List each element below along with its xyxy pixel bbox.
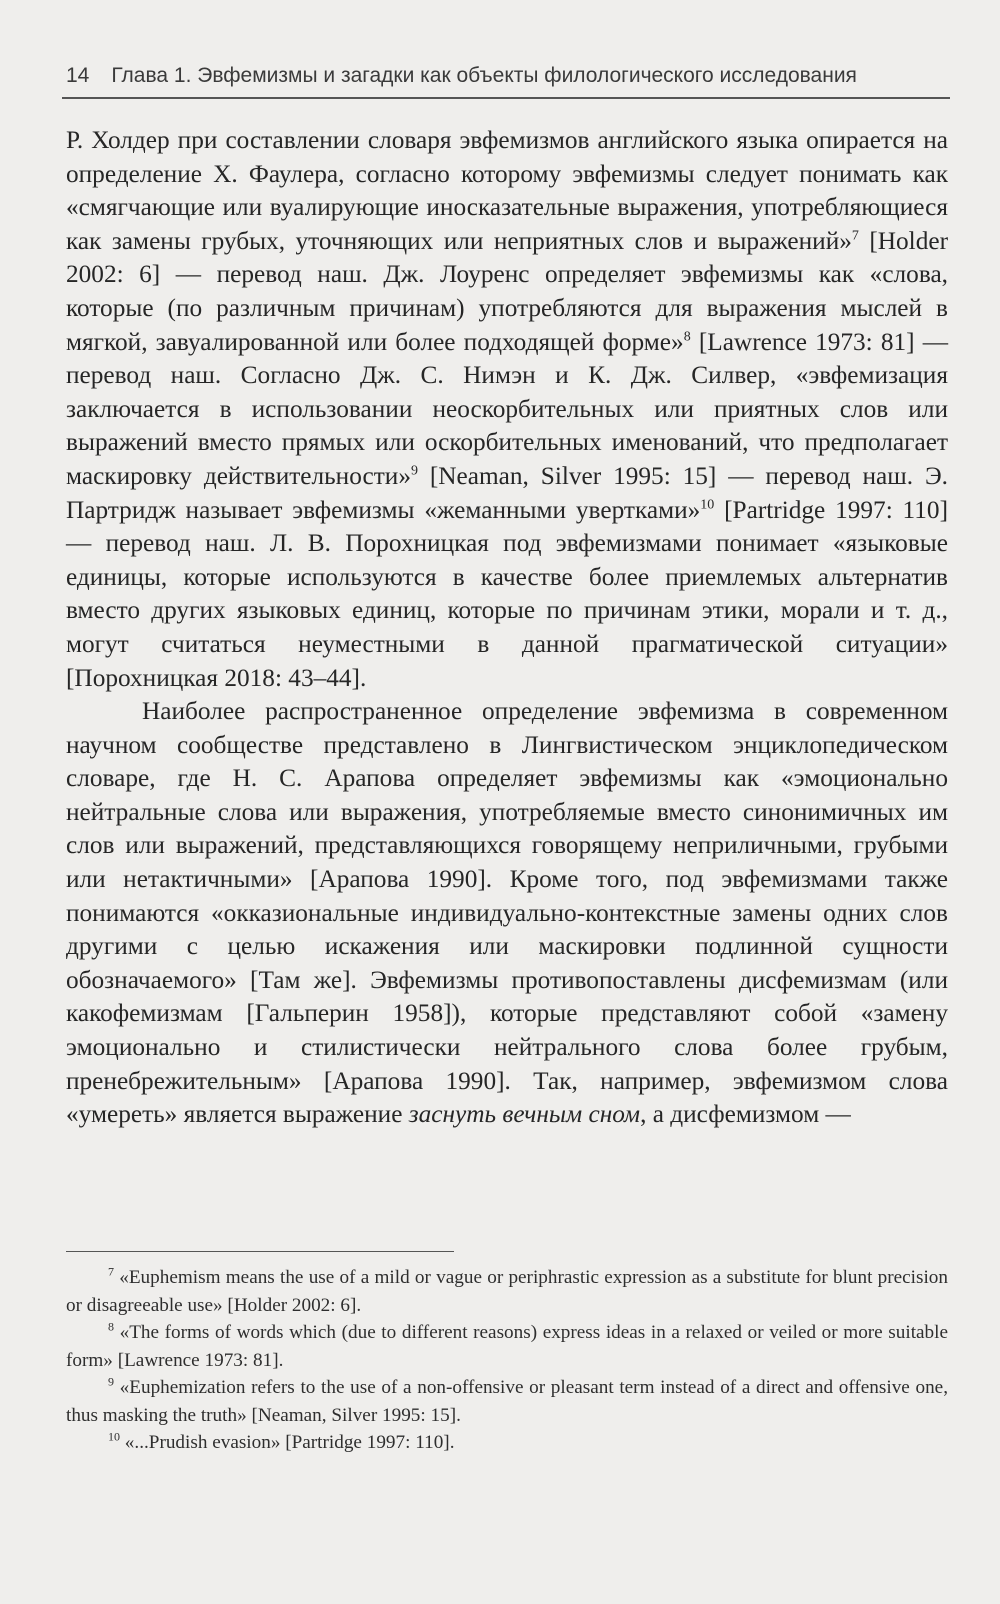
- header-rule: [62, 97, 950, 99]
- p1-text-5: [Partridge 1997: 110] — перевод наш. Л. В. Порохницкая под эвфемизмами понимает «языковые единицы, которые используются в качестве более приемлемых альтернатив вместо других языковых единиц, которые по причинам этики, морали и т. д., могут считаться неуместными в данной прагматической ситуации» [Порохницкая 2018: 43–44].: [66, 495, 948, 692]
- page-number: 14: [66, 64, 90, 87]
- footnote-text: «Euphemization refers to the use of a non-offensive or pleasant term instead of a direct and offensive one, thus masking the truth» [Neaman, Silver 1995: 15].: [66, 1377, 948, 1426]
- running-header: [66, 64, 946, 88]
- footnote-mark: 10: [108, 1429, 120, 1444]
- footnote-mark: 9: [108, 1374, 114, 1389]
- footnote-rule: [66, 1251, 454, 1252]
- main-text: [66, 124, 948, 1132]
- paragraph-1: [66, 124, 948, 695]
- footnote-mark: 7: [108, 1264, 114, 1279]
- footnote-ref-7[interactable]: 7: [851, 228, 859, 244]
- footnote-text: «...Prudish evasion» [Partridge 1997: 110].: [120, 1432, 455, 1453]
- footnote-8: [66, 1319, 948, 1374]
- footnote-mark: 8: [108, 1319, 114, 1334]
- footnote-7: [66, 1264, 948, 1319]
- p2-text-2: , а дисфемизмом —: [640, 1100, 851, 1129]
- footnote-ref-8[interactable]: 8: [683, 329, 691, 345]
- footnote-text: «The forms of words which (due to different reasons) express ideas in a relaxed or veiled or more suitable form» [Lawrence 1973: 81].: [66, 1322, 948, 1371]
- p1-text-1: Р. Холдер при составлении словаря эвфемизмов английского языка опирается на определение Х. Фаулера, согласно которому эвфемизмы следует понимать как «смягчающие или вуалирующие иносказательные выражения, употребляющиеся как замены грубых, уточняющих или неприятных слов и выражений»: [66, 126, 948, 255]
- running-title: Глава 1. Эвфемизмы и загадки как объекты филологического исследования: [111, 64, 857, 87]
- paragraph-2: [66, 695, 948, 1132]
- footnote-text: «Euphemism means the use of a mild or vague or periphrastic expression as a substitute for blunt precision or disagreeable use» [Holder 2002: 6].: [66, 1267, 948, 1316]
- p2-text-1: Наиболее распространенное определение эвфемизма в современном научном сообществе представлено в Лингвистическом энциклопедическом словаре, где Н. С. Арапова определяет эвфемизмы как «эмоционально нейтральные слова или выражения, употребляемые вместо синонимичных им слов или выражений, представляющихся говорящему неприличными, грубыми или нетактичными» [Арапова 1990]. Кроме того, под эвфемизмами также понимаются «окказиональные индивидуально-контекстные замены одних слов другими с целью искажения или маскировки подлинной сущности обозначаемого» [Там же]. Эвфемизмы противопоставлены дисфемизмам (или какофемизмам [Гальперин 1958]), которые представляют собой «замену эмоционально и стилистически нейтрального слова более грубым, пренебрежительным» [Арапова 1990]. Так, например, эвфемизмом слова «умереть» является выражение: [66, 697, 948, 1129]
- p1-text-3: [Lawrence 1973: 81] — перевод наш. Согласно Дж. С. Нимэн и К. Дж. Силвер, «эвфемизация заключается в использовании неоскорбительных или приятных слов или выражений вместо прямых или оскорбительных именований, что предполагает маскировку действительности»: [66, 327, 948, 490]
- p2-emphasis: заснуть вечным сном: [408, 1100, 641, 1129]
- footnote-ref-10[interactable]: 10: [700, 497, 715, 513]
- footnote-10: [66, 1429, 948, 1457]
- footnote-9: [66, 1374, 948, 1429]
- footnote-ref-9[interactable]: 9: [410, 463, 418, 479]
- footnotes: [66, 1264, 948, 1457]
- p1-text-2: [Holder 2002: 6] — перевод наш. Дж. Лоуренс определяет эвфемизмы как «слова, которые (по различным причинам) употребляются для выражения мыслей в мягкой, завуалированной или более подходящей форме»: [66, 226, 948, 356]
- p1-text-4: [Neaman, Silver 1995: 15] — перевод наш. Э. Партридж называет эвфемизмы «жеманными увертками»: [66, 461, 948, 524]
